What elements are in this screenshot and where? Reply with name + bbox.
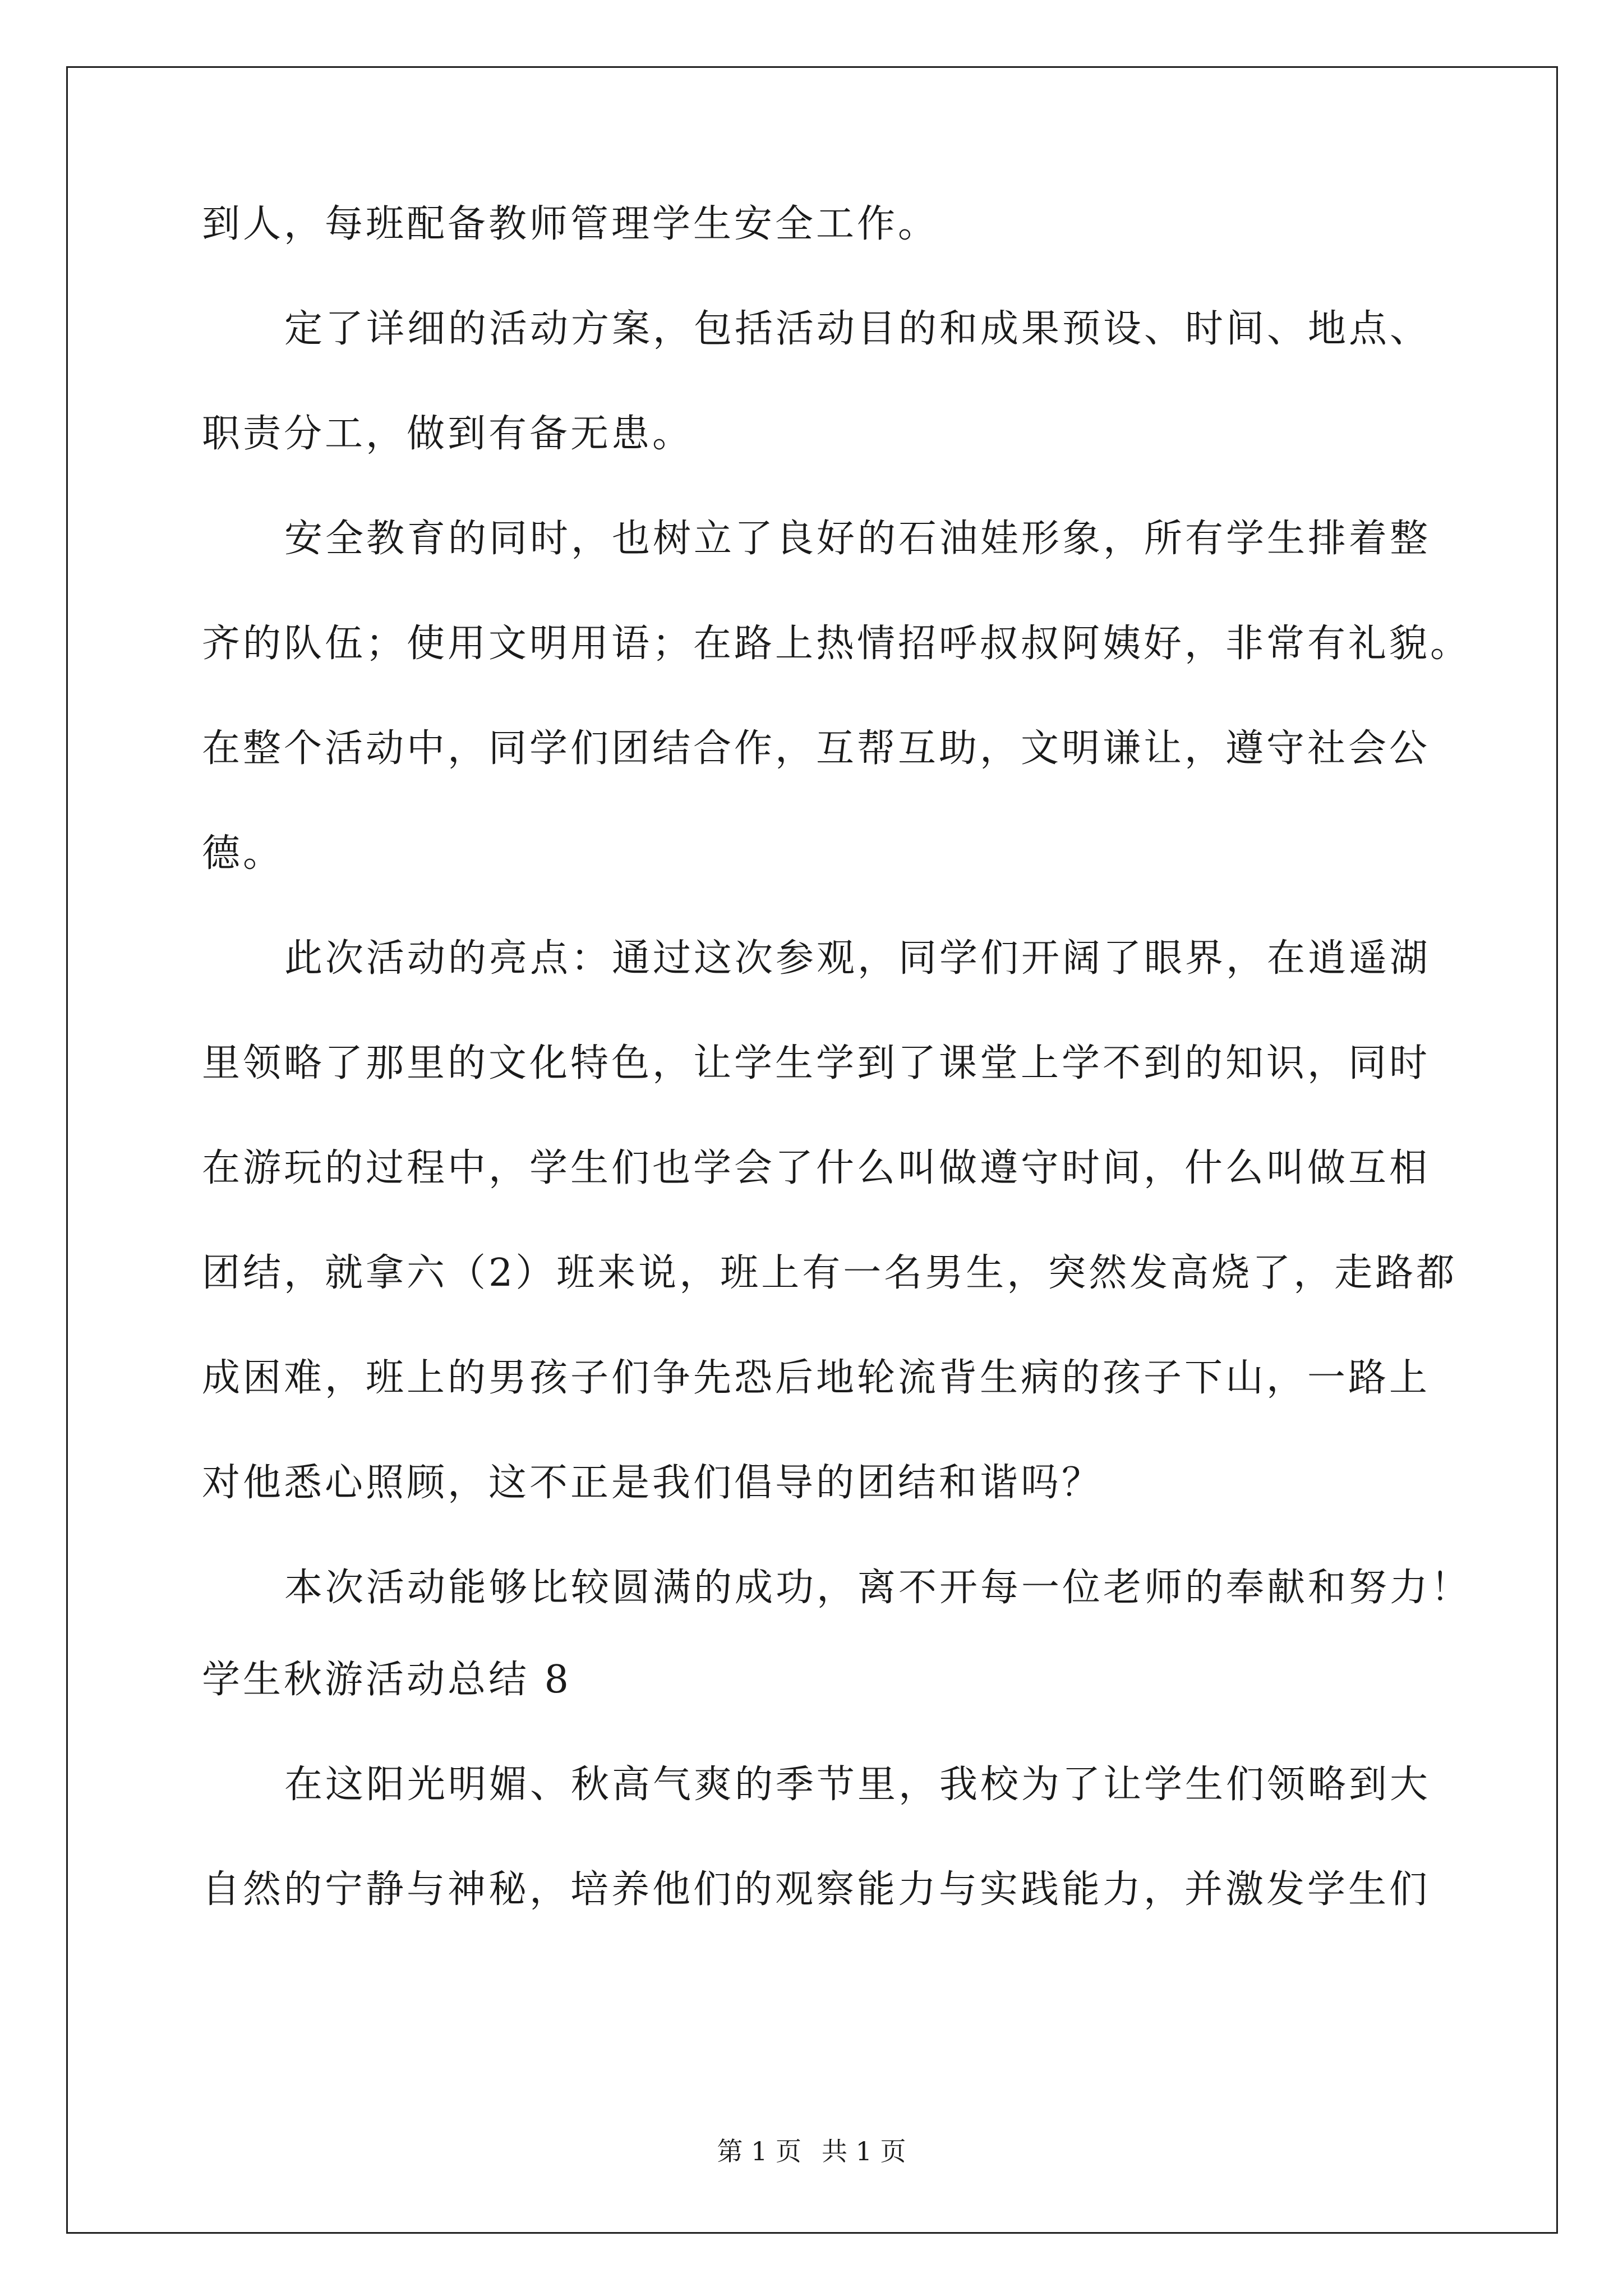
section-heading: 学生秋游活动总结 8 xyxy=(202,1658,571,1702)
text-line: 团结，就拿六（2）班来说，班上有一名男生，突然发高烧了，走路都 xyxy=(202,1251,1458,1295)
page-number: 第 1 页 xyxy=(717,2136,801,2166)
text-line: 德。 xyxy=(202,831,284,876)
page-total: 共 1 页 xyxy=(822,2136,906,2166)
text-line: 对他悉心照顾，这不正是我们倡导的团结和谐吗？ xyxy=(202,1461,1103,1505)
text-line: 本次活动能够比较圆满的成功，离不开每一位老师的奉献和努力！ xyxy=(284,1566,1472,1610)
text-line: 自然的宁静与神秘，培养他们的观察能力与实践能力，并激发学生们 xyxy=(202,1867,1431,1912)
text-line: 成困难，班上的男孩子们争先恐后地轮流背生病的孩子下山，一路上 xyxy=(202,1356,1431,1400)
text-line: 在游玩的过程中，学生们也学会了什么叫做遵守时间，什么叫做互相 xyxy=(202,1146,1431,1190)
text-line: 职责分工，做到有备无患。 xyxy=(202,412,694,456)
text-line: 齐的队伍；使用文明用语；在路上热情招呼叔叔阿姨好，非常有礼貌。 xyxy=(202,622,1472,666)
text-line: 在整个活动中，同学们团结合作，互帮互助，文明谦让，遵守社会公 xyxy=(202,726,1431,771)
text-line: 此次活动的亮点：通过这次参观，同学们开阔了眼界，在逍遥湖 xyxy=(284,936,1431,981)
text-line: 在这阳光明媚、秋高气爽的季节里，我校为了让学生们领略到大 xyxy=(284,1763,1431,1807)
text-line: 到人，每班配备教师管理学生安全工作。 xyxy=(202,202,939,246)
text-line: 安全教育的同时，也树立了良好的石油娃形象，所有学生排着整 xyxy=(284,517,1431,561)
page-footer xyxy=(0,2134,1623,2168)
text-line: 定了详细的活动方案，包括活动目的和成果预设、时间、地点、 xyxy=(284,307,1431,351)
text-line: 里领略了那里的文化特色，让学生学到了课堂上学不到的知识，同时 xyxy=(202,1041,1431,1085)
